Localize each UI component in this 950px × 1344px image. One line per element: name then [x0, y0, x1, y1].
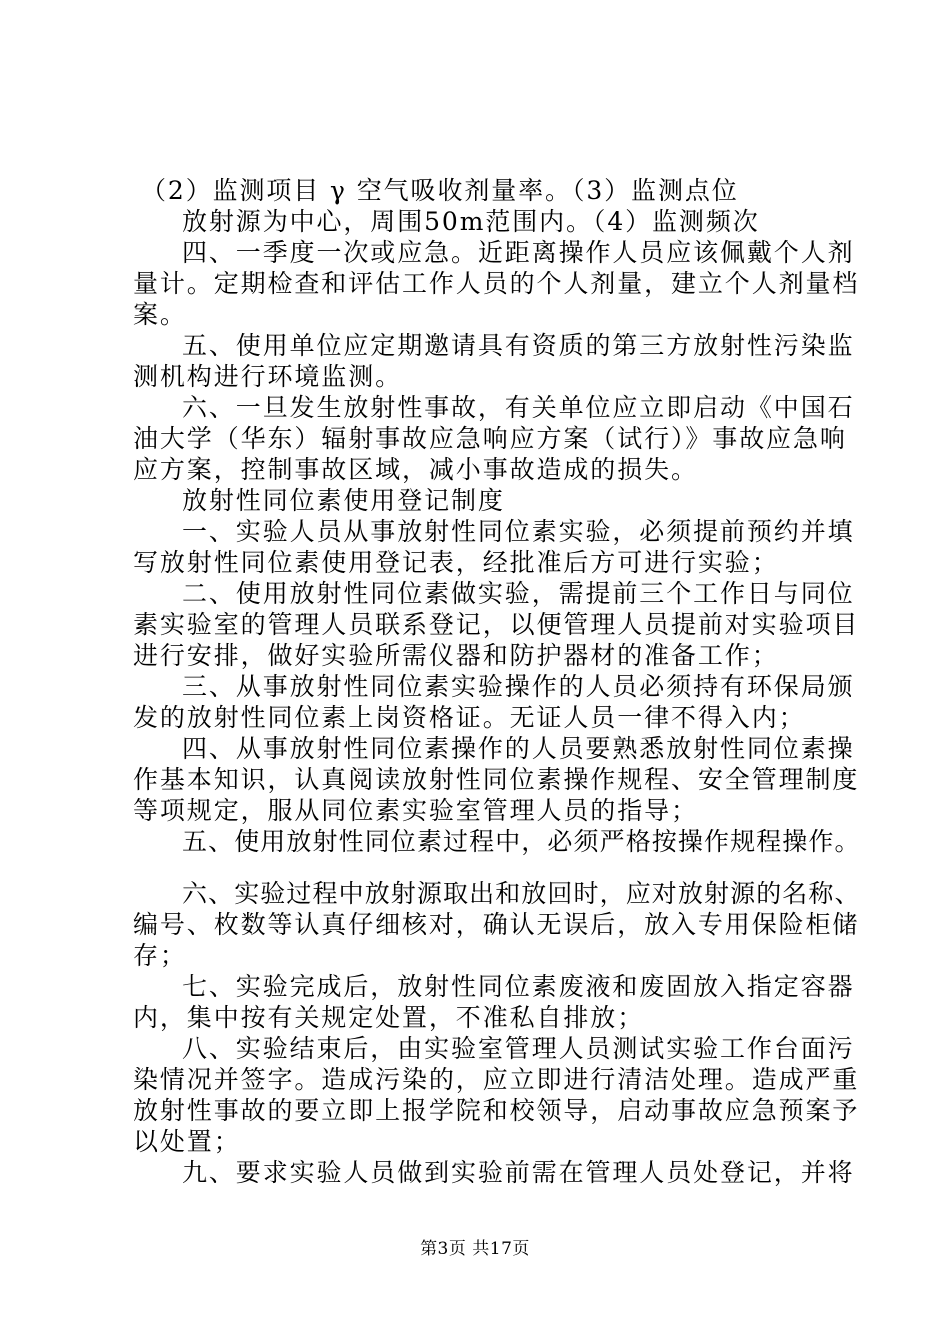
- text-line: 一、实验人员从事放射性同位素实验，必须提前预约并填: [182, 517, 855, 546]
- text-line: 以处置；: [133, 1127, 241, 1156]
- text-line: 内，集中按有关规定处置，不准私自排放；: [133, 1003, 645, 1032]
- text-line: 八、实验结束后，由实验室管理人员测试实验工作台面污: [182, 1034, 855, 1063]
- text-line: 发的放射性同位素上岗资格证。无证人员一律不得入内；: [133, 703, 806, 732]
- text-line: 案。: [133, 300, 187, 329]
- text-line: 五、使用放射性同位素过程中，必须严格按操作规程操作。: [182, 827, 861, 856]
- text-line: 二、使用放射性同位素做实验，需提前三个工作日与同位: [182, 579, 855, 608]
- text-line: 三、从事放射性同位素实验操作的人员必须持有环保局颁: [182, 672, 855, 701]
- text-line: 油大学（华东）辐射事故应急响应方案（试行）》事故应急响: [133, 424, 847, 453]
- text-line: 四、从事放射性同位素操作的人员要熟悉放射性同位素操: [182, 734, 855, 763]
- text-line: 六、实验过程中放射源取出和放回时，应对放射源的名称、: [182, 879, 861, 908]
- text-line: 五、使用单位应定期邀请具有资质的第三方放射性污染监: [182, 331, 855, 360]
- text-line: 放射性事故的要立即上报学院和校领导，启动事故应急预案予: [133, 1096, 860, 1125]
- text-line: 测机构进行环境监测。: [133, 362, 403, 391]
- text-line: 放射源为中心，周围50m范围内。（4）监测频次: [182, 207, 760, 236]
- page-number-footer: 第3页 共17页: [420, 1239, 530, 1259]
- text-line: 进行安排，做好实验所需仪器和防护器材的准备工作；: [133, 641, 779, 670]
- text-line: 存；: [133, 941, 187, 970]
- text-line: 编号、枚数等认真仔细核对，确认无误后，放入专用保险柜储: [133, 910, 860, 939]
- section-heading: 放射性同位素使用登记制度: [182, 486, 505, 515]
- text-line: 四、一季度一次或应急。近距离操作人员应该佩戴个人剂: [182, 238, 855, 267]
- text-line: 等项规定，服从同位素实验室管理人员的指导；: [133, 796, 698, 825]
- text-line: 写放射性同位素使用登记表，经批准后方可进行实验；: [133, 548, 779, 577]
- text-line: 九、要求实验人员做到实验前需在管理人员处登记，并将: [182, 1158, 855, 1187]
- text-line: 染情况并签字。造成污染的，应立即进行清洁处理。造成严重: [133, 1065, 860, 1094]
- text-line: 七、实验完成后，放射性同位素废液和废固放入指定容器: [182, 972, 855, 1001]
- text-line: 量计。定期检查和评估工作人员的个人剂量，建立个人剂量档: [133, 269, 860, 298]
- text-line: 作基本知识，认真阅读放射性同位素操作规程、安全管理制度: [133, 765, 860, 794]
- text-line: 六、一旦发生放射性事故，有关单位应立即启动《中国石: [182, 393, 855, 422]
- text-line: 应方案，控制事故区域，减小事故造成的损失。: [133, 455, 698, 484]
- text-line: （2）监测项目 γ 空气吸收剂量率。（3）监测点位: [141, 176, 739, 205]
- text-line: 素实验室的管理人员联系登记，以便管理人员提前对实验项目: [133, 610, 860, 639]
